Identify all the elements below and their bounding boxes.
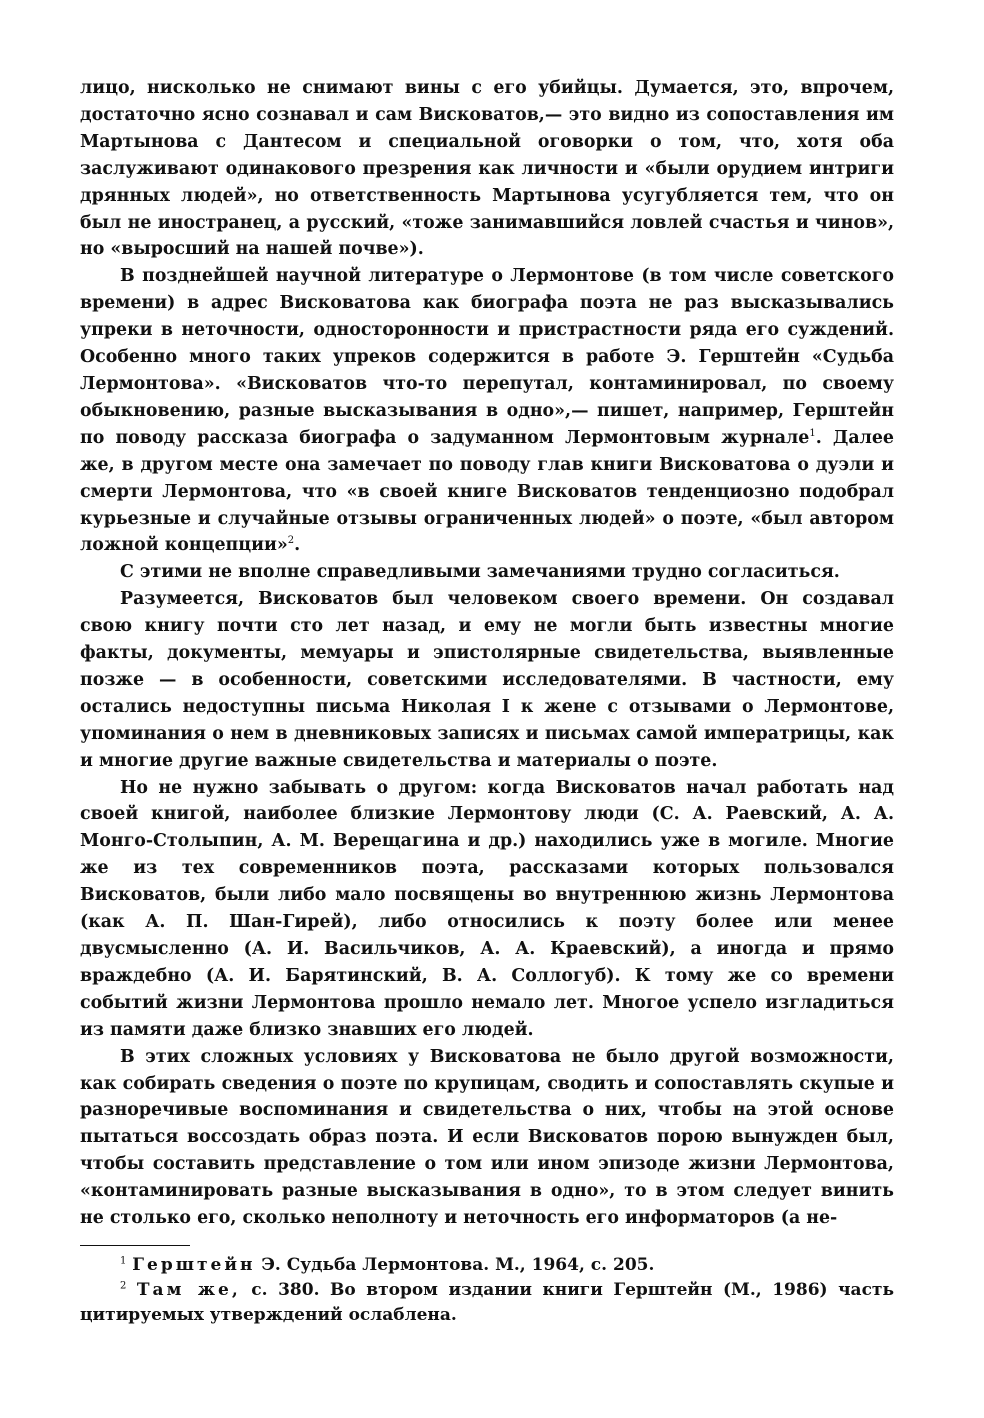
text-run: лицо, нисколько не снимают вины с его убийцы. Думается, это, впрочем, достаточно ясно сознавал и сам Висковатов,— это видно из сопоставления им Мартынова с Дантесом и специальной оговорки о том, что, хотя оба заслуживают одинакового презрения как личности и «были орудием интриги дрянных людей», но ответственность Мартынова усугубляется тем, что он был не иностранец, а русский, «тоже занимавшийся ловлей счастья и чинов», но «выросший на нашей почве»). — [80, 78, 894, 260]
paragraph — [80, 75, 894, 263]
footnote-author: Герштейн — [132, 1254, 256, 1275]
footnote-ref: 1 — [809, 427, 816, 439]
footnote-text: Э. Судьба Лермонтова. М., 1964, с. 205. — [255, 1254, 655, 1275]
main-text — [80, 75, 894, 1232]
text-run: . — [294, 535, 301, 556]
footnote — [80, 1278, 894, 1328]
footnotes — [80, 1253, 894, 1328]
paragraph — [80, 263, 894, 559]
footnote-separator — [80, 1245, 190, 1246]
text-run: С этими не вполне справедливыми замечаниями трудно согласиться. — [120, 562, 840, 583]
paragraph — [80, 1044, 894, 1232]
paragraph — [80, 559, 894, 586]
paragraph — [80, 775, 894, 1044]
text-run: Но не нужно забывать о другом: когда Висковатов начал работать над своей книгой, наиболее близкие Лермонтову люди (С. А. Раевский, А. А. Монго-Столыпин, А. М. Верещагина и др.) находились уже в могиле. Многие же из тех современников поэта, рассказами которых пользовался Висковатов, были либо мало посвящены во внутреннюю жизнь Лермонтова (как А. П. Шан-Гирей), либо относились к поэту более или менее двусмысленно (А. И. Васильчиков, А. А. Краевский), а иногда и прямо враждебно (А. И. Барятинский, В. А. Соллогуб). К тому же со времени событий жизни Лермонтова прошло немало лет. Многое успело изгладиться из памяти даже близко знавших его людей. — [80, 777, 894, 1040]
paragraph — [80, 586, 894, 774]
footnote-author: Там же, — [136, 1279, 241, 1300]
text-run: В позднейшей научной литературе о Лермонтове (в том числе советского времени) в адрес Висковатова как биографа поэта не раз высказывались упреки в неточности, односторонности и пристрастности ряда его суждений. Особенно много таких упреков содержится в работе Э. Герштейн «Судьба Лермонтова». «Висковатов что-то перепутал, контаминировал, по своему обыкновению, разные высказывания в одно»,— пишет, например, Герштейн по поводу рассказа биографа о задуманном Лермонтовым журнале — [80, 266, 894, 448]
text-run: . Далее же, в другом месте она замечает по поводу глав книги Висковатова о дуэли и смерти Лермонтова, что «в своей книге Висковатов тенденциозно подобрал курьезные и случайные отзывы ограниченных людей» о поэте, «был автором ложной концепции» — [80, 427, 894, 556]
footnote-text: с. 380. Во втором издании книги Герштейн (М., 1986) часть цитируемых утверждений ослаблена. — [80, 1279, 894, 1325]
text-run: Разумеется, Висковатов был человеком своего времени. Он создавал свою книгу почти сто лет назад, и ему не могли быть известны многие факты, документы, мемуары и эпистолярные свидетельства, выявленные позже — в особенности, советскими исследователями. В частности, ему остались недоступны письма Николая I к жене с отзывами о Лермонтове, упоминания о нем в дневниковых записях и письмах самой императрицы, как и многие другие важные свидетельства и материалы о поэте. — [80, 589, 894, 771]
footnote-marker: 1 — [120, 1255, 127, 1267]
footnote — [80, 1253, 894, 1278]
footnote-ref: 2 — [287, 535, 295, 547]
footnote-marker: 2 — [120, 1280, 127, 1292]
text-run: В этих сложных условиях у Висковатова не было другой возможности, как собирать сведения о поэте по крупицам, сводить и сопоставлять скупые и разноречивые воспоминания и свидетельства о них, чтобы на этой основе пытаться воссоздать образ поэта. И если Висковатов порою вынужден был, чтобы составить представление о том или ином эпизоде жизни Лермонтова, «контаминировать разные высказывания в одно», то в этом следует винить не столько его, сколько неполноту и неточность его информаторов (а не- — [80, 1046, 894, 1229]
